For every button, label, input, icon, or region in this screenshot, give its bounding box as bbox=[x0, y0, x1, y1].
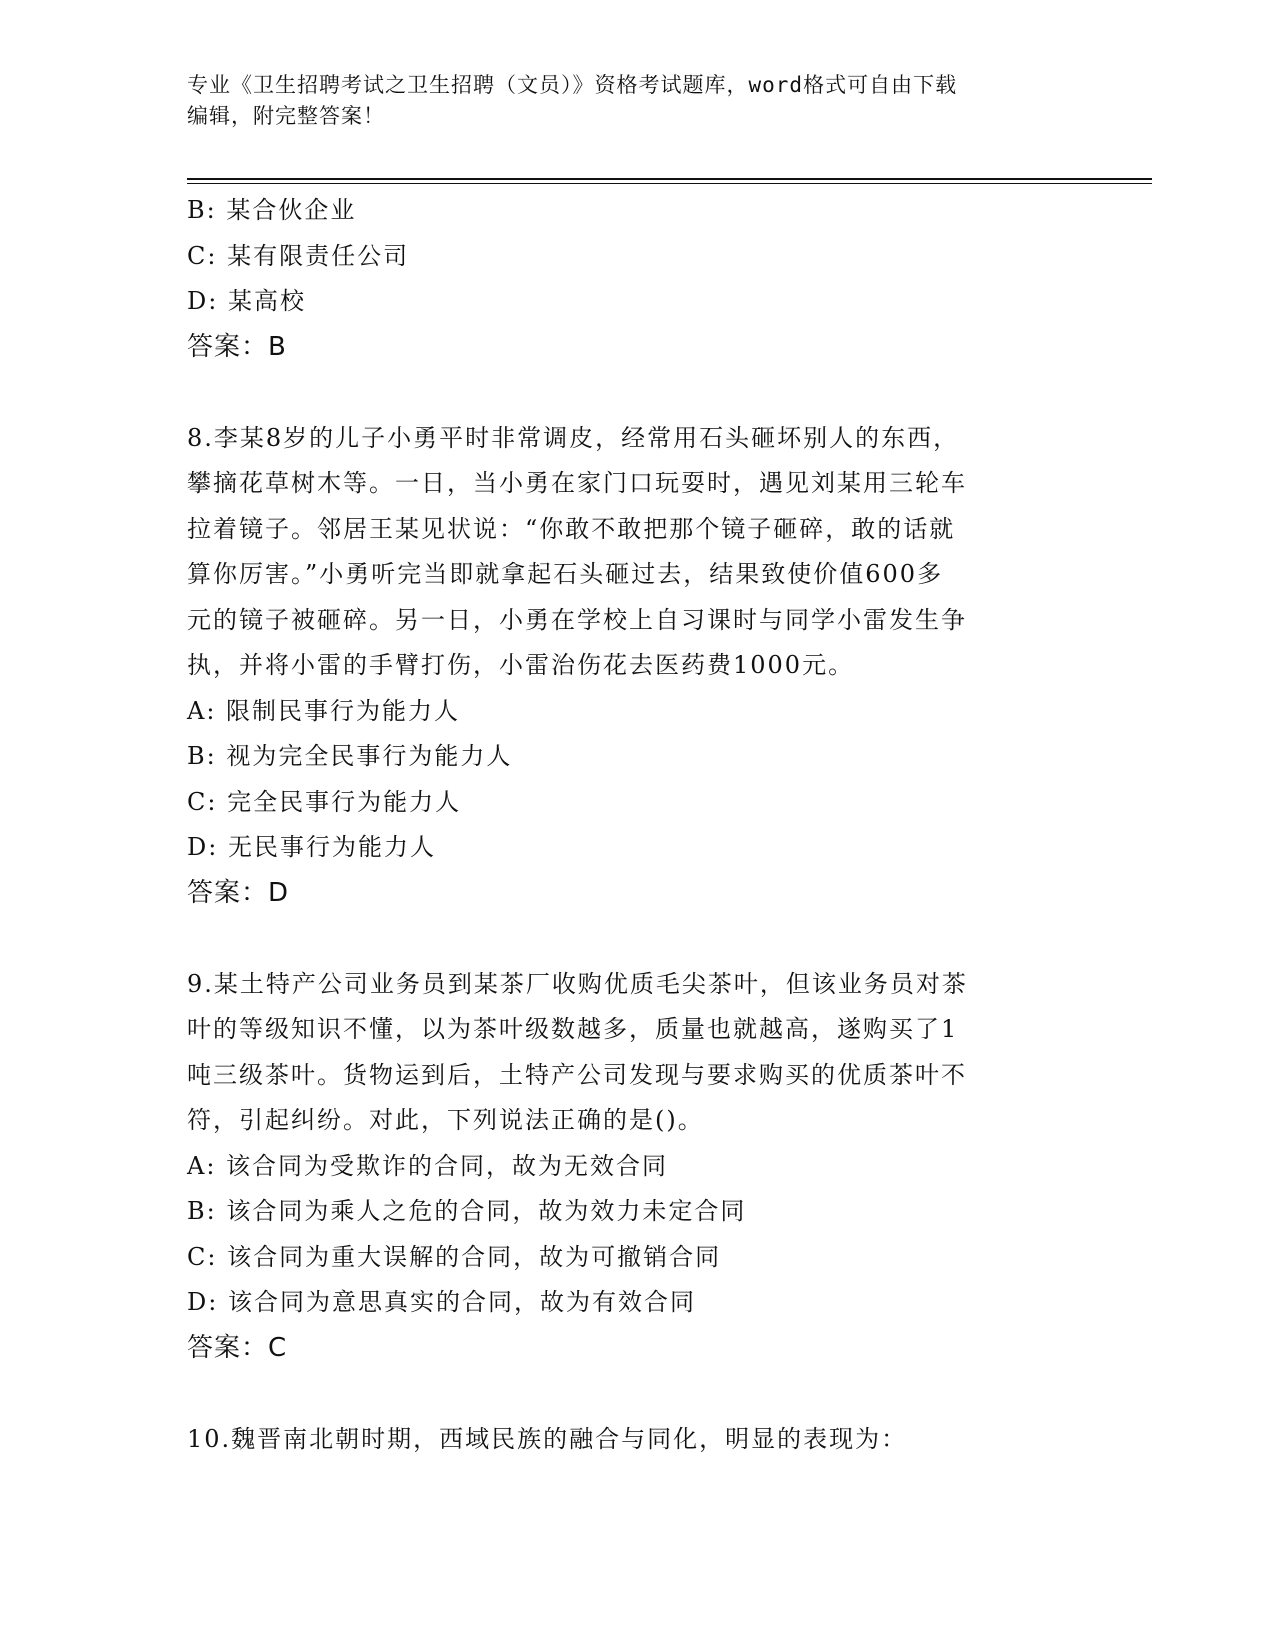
question-text-line: 拉着镜子。邻居王某见状说：“你敢不敢把那个镜子砸碎，敢的话就 bbox=[187, 514, 956, 543]
spacer bbox=[187, 1371, 1067, 1417]
option-a: A: 该合同为受欺诈的合同，故为无效合同 bbox=[187, 1151, 669, 1180]
option-a: A: 限制民事行为能力人 bbox=[187, 696, 461, 725]
question-content bbox=[187, 188, 1067, 1462]
option-d: D: 该合同为意思真实的合同，故为有效合同 bbox=[187, 1288, 696, 1316]
question-8 bbox=[187, 416, 1067, 917]
option-b: B: 某合伙企业 bbox=[187, 196, 357, 224]
question-7-tail bbox=[187, 188, 1067, 370]
header-line-2: 编辑，附完整答案！ bbox=[187, 104, 385, 128]
question-text-line: 9.某土特产公司业务员到某茶厂收购优质毛尖茶叶，但该业务员对茶 bbox=[187, 969, 968, 998]
answer: 答案：B bbox=[187, 331, 287, 362]
header-line-1: 专业《卫生招聘考试之卫生招聘（文员）》资格考试题库，word格式可自由下载 bbox=[187, 73, 958, 97]
question-text-line: 8.李某8岁的儿子小勇平时非常调皮，经常用石头砸坏别人的东西， bbox=[187, 423, 960, 452]
question-text-line: 吨三级茶叶。货物运到后，土特产公司发现与要求购买的优质茶叶不 bbox=[187, 1060, 967, 1089]
question-text-line: 叶的等级知识不懂，以为茶叶级数越多，质量也就越高，遂购买了1 bbox=[187, 1015, 959, 1043]
header-divider-thick bbox=[187, 178, 1152, 180]
spacer bbox=[187, 370, 1067, 416]
option-b: B: 视为完全民事行为能力人 bbox=[187, 742, 513, 770]
option-c: C: 该合同为重大误解的合同，故为可撤销合同 bbox=[187, 1242, 722, 1271]
question-text-line: 算你厉害。”小勇听完当即就拿起石头砸过去，结果致使价值600多 bbox=[187, 560, 944, 588]
option-c: C: 完全民事行为能力人 bbox=[187, 787, 462, 816]
option-c: C: 某有限责任公司 bbox=[187, 241, 410, 270]
answer: 答案：D bbox=[187, 877, 290, 908]
question-9 bbox=[187, 962, 1067, 1372]
page-header bbox=[187, 70, 1087, 132]
option-d: D: 某高校 bbox=[187, 287, 306, 315]
question-text-line: 元的镜子被砸碎。另一日，小勇在学校上自习课时与同学小雷发生争 bbox=[187, 605, 967, 634]
option-b: B: 该合同为乘人之危的合同，故为效力未定合同 bbox=[187, 1197, 747, 1225]
answer: 答案：C bbox=[187, 1332, 288, 1363]
option-d: D: 无民事行为能力人 bbox=[187, 833, 436, 861]
question-text-line: 符，引起纠纷。对此，下列说法正确的是()。 bbox=[187, 1106, 704, 1134]
header-divider-thin bbox=[187, 183, 1152, 184]
question-text-line: 执，并将小雷的手臂打伤，小雷治伤花去医药费1000元。 bbox=[187, 651, 855, 679]
question-text-line: 攀摘花草树木等。一日，当小勇在家门口玩耍时，遇见刘某用三轮车 bbox=[187, 469, 967, 497]
question-text-line: 10.魏晋南北朝时期，西域民族的融合与同化，明显的表现为： bbox=[187, 1424, 908, 1453]
question-10 bbox=[187, 1417, 1067, 1463]
spacer bbox=[187, 916, 1067, 962]
